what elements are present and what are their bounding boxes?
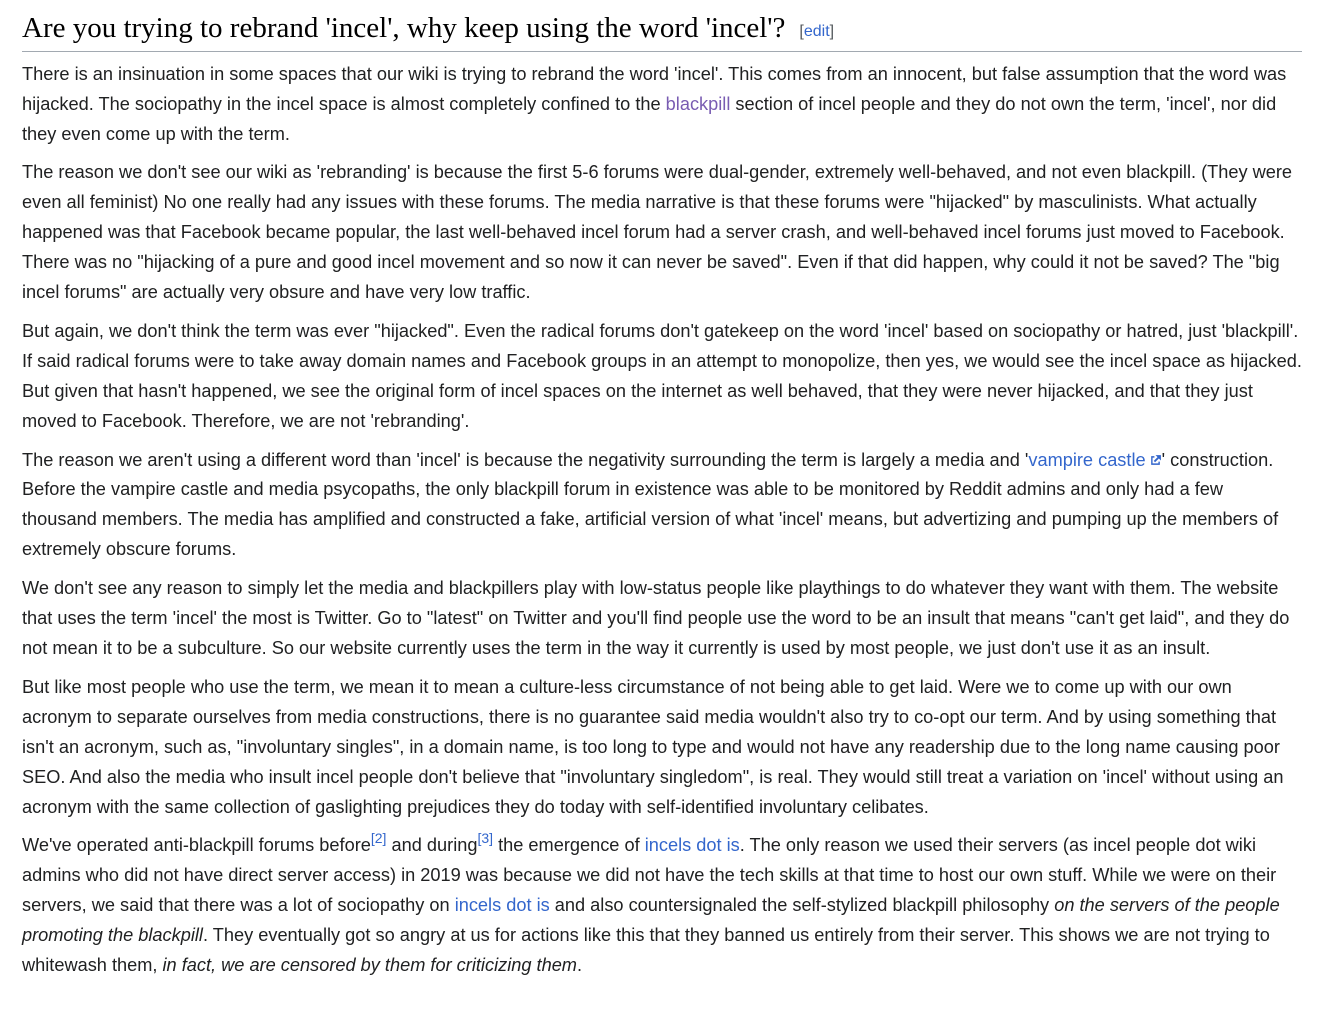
paragraph-1: There is an insinuation in some spaces that our wiki is trying to rebrand the word 'incel'. This comes from an innocent, but false assumption that the word was hijacked. The sociopathy in the incel space is almost completely confined to the blackpill section of incel people and they do not own the term, 'incel', nor did they even come up with the term. [22, 63, 1287, 144]
paragraph-2: The reason we don't see our wiki as 'rebranding' is because the first 5-6 forums were dual-gender, extremely well-behaved, and not even blackpill. (They were even all feminist) No one really had any issues with these forums. The media narrative is that these forums were "hijacked" by masculinists. What actually happened was that Facebook became popular, the last well-behaved incel forum had a server crash, and well-behaved incel forums just moved to Facebook. There was no "hijacking of a pure and good incel movement and so now it can never be saved". Even if that did happen, why could it not be saved? The "big incel forums" are actually very obsure and have very low traffic. [22, 162, 1293, 303]
edit-section-link[interactable]: edit [803, 23, 830, 40]
reference-3 [477, 830, 493, 846]
paragraph-5: We don't see any reason to simply let the media and blackpillers play with low-status people like playthings to do whatever they want with them. The website that uses the term 'incel' the most is Twitter. Go to "latest" on Twitter and you'll find people use the word to be an insult that means "can't get laid", and they do not mean it to be a subculture. So our website currently uses the term in the way it currently is used by most people, we just don't use it as an insult. [22, 578, 1290, 658]
blackpill-link[interactable]: blackpill [665, 93, 731, 114]
article-content [22, 0, 1302, 990]
emphasis-servers: on the servers of the people promoting the blackpill [22, 895, 1280, 946]
paragraph-4: The reason we aren't using a different word than 'incel' is because the negativity surrounding the term is largely a media and 'vampire castle ' construction. Before the vampire castle and media psycopaths, the only blackpill forum in existence was able to be monitored by Reddit admins and only had a few thousand members. The media has amplified and constructed a fake, artificial version of what 'incel' means, but advertizing and pumping up the members of extremely obscure forums. [22, 449, 1279, 560]
external-link-icon [1149, 454, 1162, 467]
paragraph-6: But like most people who use the term, we mean it to mean a culture-less circumstance of not being able to get laid. Were we to come up with our own acronym to separate ourselves from media constructions, there is no guarantee said media wouldn't also try to co-opt our term. And by using something that isn't an acronym, such as, "involuntary singles", in a domain name, is too long to type and would not have any readership due to the long name causing poor SEO. And also the media who insult incel people don't believe that "involuntary singledom", is real. They would still treat a variation on 'incel' without using an acronym with the same collection of gaslighting prejudices they do today with self-identified involuntary celibates. [22, 676, 1284, 817]
vampire-castle-external-link[interactable]: vampire castle [1028, 450, 1161, 470]
paragraph-3: But again, we don't think the term was ever "hijacked". Even the radical forums don't gatekeep on the word 'incel' based on sociopathy or hatred, just 'blackpill'. If said radical forums were to take away domain names and Facebook groups in an attempt to monopolize, then yes, we would see the incel space as hijacked. But given that hasn't happened, we see the original form of incel spaces on the internet as well behaved, that they were never hijacked, and that they just moved to Facebook. Therefore, we are not 'rebranding'. [22, 320, 1302, 431]
emphasis-censored: in fact, we are censored by them for criticizing them [162, 955, 577, 976]
incels-dot-is-link-2[interactable]: incels dot is [454, 895, 550, 916]
section-heading [22, 10, 1302, 52]
reference-3-link[interactable]: [3] [477, 830, 494, 847]
incels-dot-is-link[interactable]: incels dot is [644, 835, 740, 856]
reference-2 [371, 830, 387, 846]
paragraph-7: We've operated anti-blackpill forums before[2] and during[3] the emergence of incels dot is. The only reason we used their servers (as incel people dot wiki admins who did not have direct server access) in 2019 was because we did not have the tech skills at that time to host our own stuff. While we were on their servers, we said that there was a lot of sociopathy on incels dot is and also countersignaled the self-stylized blackpill philosophy on the servers of the people promoting the blackpill. They eventually got so angry at us for actions like this that they banned us entirely from their server. This shows we are not trying to whitewash them, in fact, we are censored by them for criticizing them. [22, 830, 1280, 976]
edit-section: [edit] [799, 23, 835, 40]
reference-2-link[interactable]: [2] [370, 830, 387, 847]
section-title: Are you trying to rebrand 'incel', why keep using the word 'incel'? [22, 12, 786, 44]
